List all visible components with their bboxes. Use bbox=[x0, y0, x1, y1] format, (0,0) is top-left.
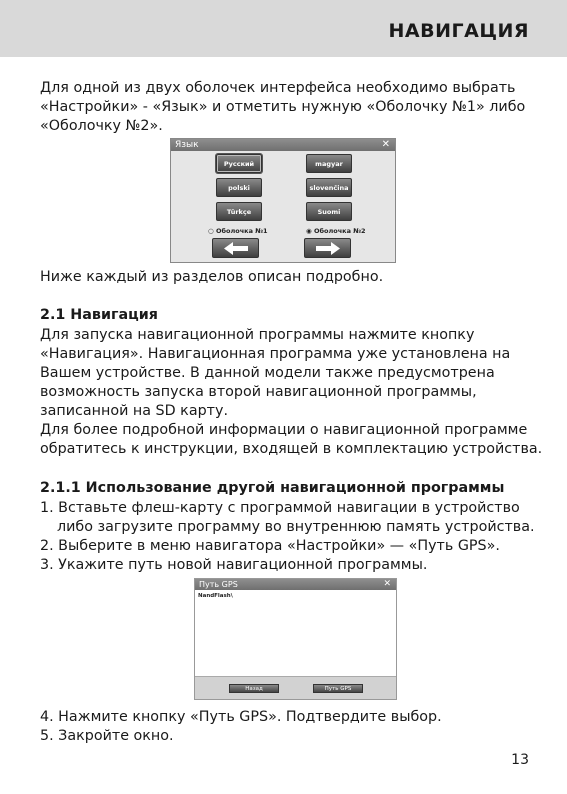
section-heading-2-1: 2.1 Навигация bbox=[40, 307, 158, 323]
dialog-title-bar bbox=[171, 139, 395, 151]
paragraph-line: Вашем устройстве. В данной модели также предусмотрена bbox=[40, 365, 495, 381]
header-title: НАВИГАЦИЯ bbox=[388, 20, 529, 42]
intro-line-1: Для одной из двух оболочек интерфейса необходимо выбрать bbox=[40, 80, 516, 96]
shell-2-radio[interactable] bbox=[306, 227, 366, 235]
radio-empty-icon: ○ bbox=[208, 227, 214, 235]
paragraph-line: «Навигация». Навигационная программа уже установлена на bbox=[40, 346, 511, 362]
arrow-left-button[interactable] bbox=[212, 238, 259, 258]
dialog-title-bar bbox=[195, 579, 396, 590]
paragraph-line: обратитесь к инструкции, входящей в комплектацию устройства. bbox=[40, 441, 543, 457]
dialog-title: Язык bbox=[175, 140, 199, 150]
paragraph-line: Для более подробной информации о навигационной программе bbox=[40, 422, 528, 438]
language-button-suomi[interactable]: Suomi bbox=[306, 202, 352, 221]
intro-line-2: «Настройки» - «Язык» и отметить нужную «Оболочку №1» либо bbox=[40, 99, 526, 115]
step-line: 3. Укажите путь новой навигационной программы. bbox=[40, 557, 428, 573]
path-gps-dialog bbox=[194, 578, 397, 700]
paragraph-line: возможность запуска второй навигационной программы, bbox=[40, 384, 477, 400]
page-number: 13 bbox=[511, 752, 529, 768]
shell-1-radio[interactable] bbox=[208, 227, 268, 235]
dialog-footer bbox=[195, 676, 396, 699]
radio-selected-icon: ◉ bbox=[306, 227, 312, 235]
step-line: 2. Выберите в меню навигатора «Настройки» — «Путь GPS». bbox=[40, 538, 500, 554]
close-icon[interactable]: ✕ bbox=[381, 139, 390, 150]
language-button-russian[interactable]: Русский bbox=[216, 154, 262, 173]
paragraph-line: Для запуска навигационной программы нажмите кнопку bbox=[40, 327, 475, 343]
step-line: 4. Нажмите кнопку «Путь GPS». Подтвердите выбор. bbox=[40, 709, 442, 725]
paragraph-line: записанной на SD карту. bbox=[40, 403, 228, 419]
after-dialog-text: Ниже каждый из разделов описан подробно. bbox=[40, 269, 384, 285]
step-line: 1. Вставьте флеш-карту с программой навигации в устройство bbox=[40, 500, 520, 516]
language-button-magyar[interactable]: magyar bbox=[306, 154, 352, 173]
step-line: 5. Закройте окно. bbox=[40, 728, 174, 744]
arrow-left-icon bbox=[224, 242, 248, 255]
back-button[interactable]: Назад bbox=[229, 684, 279, 693]
path-gps-button[interactable]: Путь GPS bbox=[313, 684, 363, 693]
language-dialog bbox=[170, 138, 396, 263]
arrow-right-button[interactable] bbox=[304, 238, 351, 258]
dialog-title: Путь GPS bbox=[199, 580, 238, 589]
intro-line-3: «Оболочку №2». bbox=[40, 118, 163, 134]
language-button-slovencina[interactable]: slovenčina bbox=[306, 178, 352, 197]
section-heading-2-1-1: 2.1.1 Использование другой навигационной программы bbox=[40, 480, 505, 496]
language-button-turkce[interactable]: Türkçe bbox=[216, 202, 262, 221]
language-button-polski[interactable]: polski bbox=[216, 178, 262, 197]
path-value[interactable]: NandFlash\ bbox=[198, 593, 233, 599]
page-header bbox=[0, 0, 567, 57]
close-icon[interactable]: ✕ bbox=[383, 579, 391, 589]
shell-1-label: Оболочка №1 bbox=[215, 227, 268, 235]
shell-2-label: Оболочка №2 bbox=[313, 227, 366, 235]
step-line: либо загрузите программу во внутреннюю память устройства. bbox=[57, 519, 535, 535]
arrow-right-icon bbox=[316, 242, 340, 255]
